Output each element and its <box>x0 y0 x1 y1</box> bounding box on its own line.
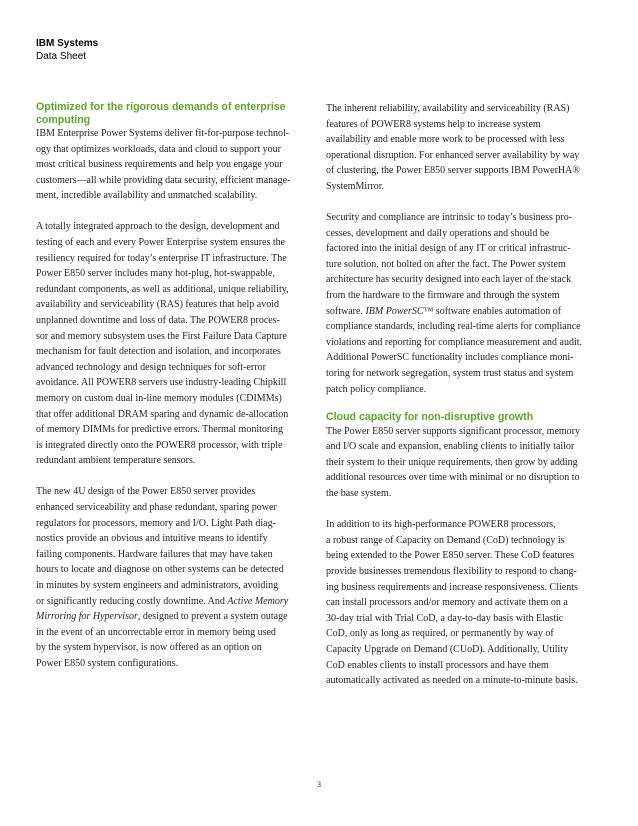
text-line: 30-day trial with Trial CoD, a day-to-day basis with Elastic <box>326 612 564 624</box>
text-line: architecture has security designed into each layer of the stack <box>326 274 572 286</box>
text-line: Power E850 system configurations. <box>36 658 179 669</box>
page-header <box>36 37 98 63</box>
text-line: the base system. <box>326 488 392 500</box>
text-line: ing business requirements and increase responsiveness. Clients <box>326 581 578 593</box>
paragraph-capacity-on-demand <box>326 517 591 689</box>
text-line: advanced technology and design techniques for soft-error <box>36 361 266 373</box>
text-line: avoidance. All POWER8 servers use industry-leading Chipkill <box>36 377 287 389</box>
text-line: ture solution, not bolted on after the fact. The Power system <box>326 258 566 270</box>
heading-line: computing <box>36 113 91 126</box>
text-line: The new 4U design of the Power E850 server provides <box>36 486 256 498</box>
paragraph-ras-features <box>326 101 591 195</box>
text-line <box>36 609 301 625</box>
text-line: that offer additional DRAM sparing and dynamic de-allocation <box>36 408 289 420</box>
text-line: testing of each and every Power Enterprise system ensures the <box>36 237 286 249</box>
section-heading-cloud-capacity: Cloud capacity for non-disruptive growth <box>326 411 534 424</box>
brand-name: IBM Systems <box>36 38 99 49</box>
paragraph-e850-scale <box>326 424 591 502</box>
text-line: The inherent reliability, availability and serviceability (RAS) <box>326 103 570 114</box>
text-line: compliance standards, including real-time alerts for compliance <box>326 321 581 333</box>
text-line: The Power E850 server supports significant processor, memory <box>326 425 580 437</box>
text-line: failing components. Hardware failures that may have taken <box>36 548 273 560</box>
emphasis-mirroring-hypervisor: Mirroring for Hypervisor <box>36 611 138 623</box>
text-line: ment, incredible availability and unmatched scalability. <box>36 190 258 202</box>
text-line: a robust range of Capacity on Demand (CoD) technology is <box>326 534 565 546</box>
heading-line: Optimized for the rigorous demands of enterprise <box>36 101 286 113</box>
paragraph-4u-design <box>36 484 301 671</box>
text-line: can install processors and/or memory and activate them on a <box>326 597 568 609</box>
text-line: redundant components, as well as additional, unique reliability, <box>36 283 289 295</box>
text-line: mechanism for fault detection and isolation, and incorporates <box>36 346 281 358</box>
text-line: features of POWER8 systems help to increase system <box>326 118 541 130</box>
text-line: from the hardware to the firmware and through the system <box>326 290 560 302</box>
text-line: by the system hypervisor, is now offered as an option on <box>36 642 262 654</box>
text-line: factored into the initial design of any IT or critical infrastruc- <box>326 243 571 255</box>
paragraph-security-compliance <box>326 210 591 397</box>
text-fragment: software. <box>326 305 366 317</box>
text-line <box>36 594 301 610</box>
text-line: CoD enables clients to install processors and have them <box>326 659 549 671</box>
left-column <box>36 101 301 672</box>
text-line: in minutes by system engineers and administrators, avoiding <box>36 580 279 592</box>
section-heading-optimized <box>36 101 301 126</box>
text-line: customers—all while providing data security, efficient manage- <box>36 174 291 186</box>
text-line: regulators for processors, memory and I/O. Light Path diag- <box>36 517 276 529</box>
text-line: SystemMirror. <box>326 180 385 192</box>
text-line: of memory DIMMs for predictive errors. Thermal monitoring <box>36 424 283 436</box>
text-line: is integrated directly onto the POWER8 processor, with triple <box>36 439 283 451</box>
text-line: hours to locate and diagnose on other systems can be detected <box>36 564 284 576</box>
paragraph-integrated-approach <box>36 219 301 469</box>
text-line: memory on custom dual in-line memory modules (CDIMMs) <box>36 393 282 404</box>
text-line: A totally integrated approach to the design, development and <box>36 221 280 233</box>
document-type: Data Sheet <box>36 51 87 62</box>
emphasis-ibm-powersc: IBM PowerSC™ <box>365 305 434 317</box>
text-fragment: or significantly reducing costly downtime. And <box>36 595 228 607</box>
text-line: their system to their unique requirements, then grow by adding <box>326 456 578 468</box>
text-line: additional resources over time with minimal or no disruption to <box>326 472 580 484</box>
paragraph-enterprise-power <box>36 126 301 204</box>
text-line: ogy that optimizes workloads, data and cloud to support your <box>36 143 281 155</box>
text-line: operational disruption. For enhanced server availability by way <box>326 149 580 161</box>
text-line: most critical business requirements and help you engage your <box>36 159 283 171</box>
text-line: availability and serviceability (RAS) features that help avoid <box>36 299 279 311</box>
text-line: provide businesses tremendous flexibility to respond to chang- <box>326 565 577 577</box>
right-column <box>326 101 591 689</box>
text-line: in the event of an uncorrectable error in memory being used <box>36 626 276 638</box>
text-line: sor and memory subsystem uses the First Failure Data Capture <box>36 330 287 342</box>
text-line: toring for network segregation, system trust status and system <box>326 368 574 379</box>
text-line: of clustering, the Power E850 server supports IBM PowerHA® <box>326 165 580 177</box>
text-line: availability and enable more work to be processed with less <box>326 134 565 146</box>
text-line: CoD, only as long as required, or permanently by way of <box>326 628 554 640</box>
text-line: unplanned downtime and loss of data. The POWER8 proces- <box>36 315 280 327</box>
text-line: nostics provide an obvious and intuitive means to identify <box>36 533 268 545</box>
page-number: 3 <box>317 780 321 789</box>
text-line: violations and reporting for compliance measurement and audit. <box>326 336 583 348</box>
text-line: redundant ambient temperature sensors. <box>36 455 196 467</box>
text-fragment: software enables automation of <box>433 305 562 317</box>
text-line: Additional PowerSC functionality includes compliance moni- <box>326 352 574 364</box>
text-line: being extended to the Power E850 server. These CoD features <box>326 550 575 562</box>
text-line: and I/O scale and expansion, enabling clients to initially tailor <box>326 441 575 453</box>
emphasis-active-memory: Active Memory <box>227 595 289 607</box>
text-line <box>326 304 591 320</box>
text-line: Security and compliance are intrinsic to today’s business pro- <box>326 212 573 224</box>
text-line: patch policy compliance. <box>326 383 427 395</box>
text-line: automatically activated as needed on a minute-to-minute basis. <box>326 675 578 687</box>
text-line: resiliency required for today’s enterprise IT infrastructure. The <box>36 252 287 264</box>
text-line: Capacity Upgrade on Demand (CUoD). Additionally, Utility <box>326 643 569 655</box>
text-line: cesses, development and daily operations and should be <box>326 227 550 239</box>
text-line: IBM Enterprise Power Systems deliver fit-for-purpose technol- <box>36 128 290 139</box>
text-line: Power E850 server includes many hot-plug, hot-swappable, <box>36 268 275 280</box>
text-fragment: , designed to prevent a system outage <box>137 611 288 623</box>
text-line: In addition to its high-performance POWER8 processors, <box>326 519 556 531</box>
text-line: enhanced serviceability and phase redundant, sparing power <box>36 502 277 514</box>
